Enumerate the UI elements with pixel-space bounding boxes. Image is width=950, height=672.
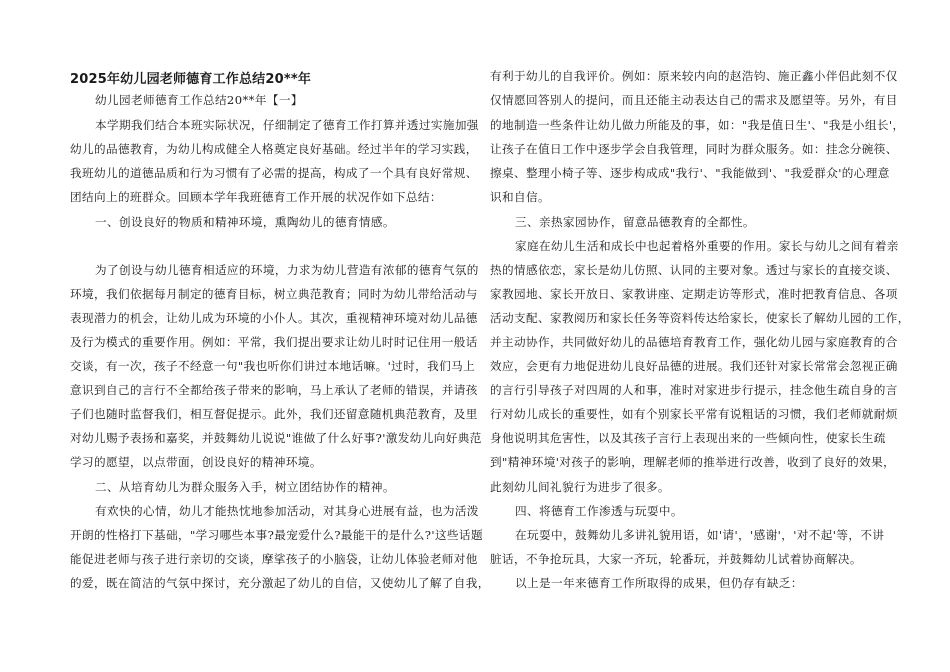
paragraph-line: 交谈，有一次，孩子不经意一句"我也听你们讲过本地话嘛。'过时，我们马上 <box>70 359 476 373</box>
paragraph-line: 并主动协作，共同做好幼儿的品德培育教育工作，强化幼儿园与家庭教育的合 <box>490 335 898 349</box>
paragraph-line: 让孩子在值日工作中逐步学会自我管理，同时为群众服务。如：挂念分碗筷、 <box>490 142 898 156</box>
paragraph-line: 表现潜力的机会，让幼儿成为环境的小仆人。其次，重视精神环境对幼儿品德 <box>70 311 478 325</box>
paragraph-line: 脏话，不争抢玩具，大家一齐玩，轮番玩，并鼓舞幼儿试着协商解决。 <box>490 552 862 566</box>
paragraph-line: 家教园地、家长开放日、家教讲座、定期走访等形式，准时把教育信息、各项 <box>490 287 898 301</box>
paragraph-line: 有欢快的心情，幼儿才能热忱地参加活动，对其身心进展有益，也为活泼 <box>95 504 479 518</box>
paragraph-line: 我班幼儿的道德品质和行为习惯有了必需的提高，构成了一个具有良好常规、 <box>70 166 478 180</box>
paragraph-line: 识和自信。 <box>490 190 550 204</box>
paragraph-line: 对幼儿赐予表扬和嘉奖，并鼓舞幼儿说说"谁做了什么好事?'激发幼儿向好典范 <box>70 431 482 445</box>
document-title: 2025年幼儿园老师德育工作总结20**年 <box>70 72 312 87</box>
paragraph-line: 热的情感依恋，家长是幼儿仿照、认同的主要对象。透过与家长的直接交谈、 <box>490 263 898 277</box>
paragraph-line: 行对幼儿成长的重要性，如有个别家长平常有说粗话的习惯，我们老师就耐烦 <box>490 407 898 421</box>
subtitle: 幼儿园老师德育工作总结20**年【一】 <box>95 93 303 107</box>
paragraph-line: 团结向上的班群众。回顾本学年我班德育工作开展的状况作如下总结： <box>70 190 442 204</box>
section-heading: 一、创设良好的物质和精神环境，熏陶幼儿的德育情感。 <box>95 215 395 229</box>
section-heading: 四、将德育工作渗透与玩耍中。 <box>515 504 683 518</box>
paragraph-line: 家庭在幼儿生活和成长中也起着格外重要的作用。家长与幼儿之间有着亲 <box>515 239 899 253</box>
paragraph-line: 意识到自己的言行不全都给孩子带来的影响，马上承认了老师的错误，并请孩 <box>70 383 478 397</box>
section-heading: 三、亲热家园协作，留意品德教育的全都性。 <box>515 215 755 229</box>
paragraph-line: 效应，会更有力地促进幼儿良好品德的进展。我们还针对家长常常会忽视正确 <box>490 359 898 373</box>
section-heading: 二、从培育幼儿为群众服务入手，树立团结协作的精神。 <box>95 480 395 494</box>
paragraph-line: 子们也随时监督我们，相互督促提示。此外，我们还留意随机典范教育，及里 <box>70 407 478 421</box>
paragraph-line: 的爱，既在简洁的气氛中探讨，充分激起了幼儿的自信，又使幼儿了解了自我， <box>70 576 490 590</box>
paragraph-line: 擦桌、整理小椅子等、逐步构成成"我行'、"我能做到'、"我爱群众'的心理意 <box>490 166 890 180</box>
paragraph-line: 以上是一年来德育工作所取得的成果，但仍存有缺乏： <box>515 576 803 590</box>
paragraph-line: 学习的愿望，以点带面，创设良好的精神环境。 <box>70 455 322 469</box>
paragraph-line: 的言行引导孩子对四周的人和事，准时对家进步行提示，挂念他生疏自身的言 <box>490 383 898 397</box>
paragraph-line: 环境，我们依据每月制定的德育目标，树立典范教育；同时为幼儿带给活动与 <box>70 287 478 301</box>
paragraph-line: 开朗的性格打下基础，"学习哪些本事?最宠爱什么?最能干的是什么?'这些话题 <box>70 528 483 542</box>
paragraph-line: 在玩耍中，鼓舞幼儿多讲礼貌用语，如'请'，'感谢'，'对不起'等，不讲 <box>515 528 885 542</box>
paragraph-line: 有利于幼儿的自我评价。例如：原来较内向的赵浩钧、施正鑫小伴侣此刻不仅 <box>490 69 898 83</box>
paragraph-line: 能促进老师与孩子进行亲切的交谈，摩挲孩子的小脑袋，让幼儿体验老师对他 <box>70 552 478 566</box>
paragraph-line: 到"精神环境'对孩子的影响，理解老师的推举进行改善，收到了良好的效果， <box>490 455 896 469</box>
paragraph-line: 仅情愿回答别人的提问，而且还能主动表达自己的需求及愿望等。另外，有目 <box>490 93 898 107</box>
paragraph-line: 及行为模式的重要作用。例如：平常，我们提出要求让幼儿时时记住用一般话 <box>70 335 478 349</box>
paragraph-line: 身他说明其危害性，以及其孩子言行上表现出来的一些倾向性，使家长生疏 <box>490 431 886 445</box>
paragraph-line: 本学期我们结合本班实际状况，仔细制定了德育工作打算并透过实施加强 <box>95 118 479 132</box>
paragraph-line: 为了创设与幼儿德育相适应的环境，力求为幼儿营造有浓郁的德育气氛的 <box>95 263 479 277</box>
paragraph-line: 的地制造一些条件让幼儿做力所能及的事，如："我是值日生'、"我是小组长'， <box>490 118 905 132</box>
paragraph-line: 活动支配、家教阅历和家长任务等资料传达给家长，使家长了解幼儿园的工作， <box>490 311 910 325</box>
paragraph-line: 幼儿的品德教育，为幼儿构成健全人格奠定良好基础。经过半年的学习实践， <box>70 142 478 156</box>
paragraph-line: 此刻幼儿间礼貌行为进步了很多。 <box>490 480 670 494</box>
